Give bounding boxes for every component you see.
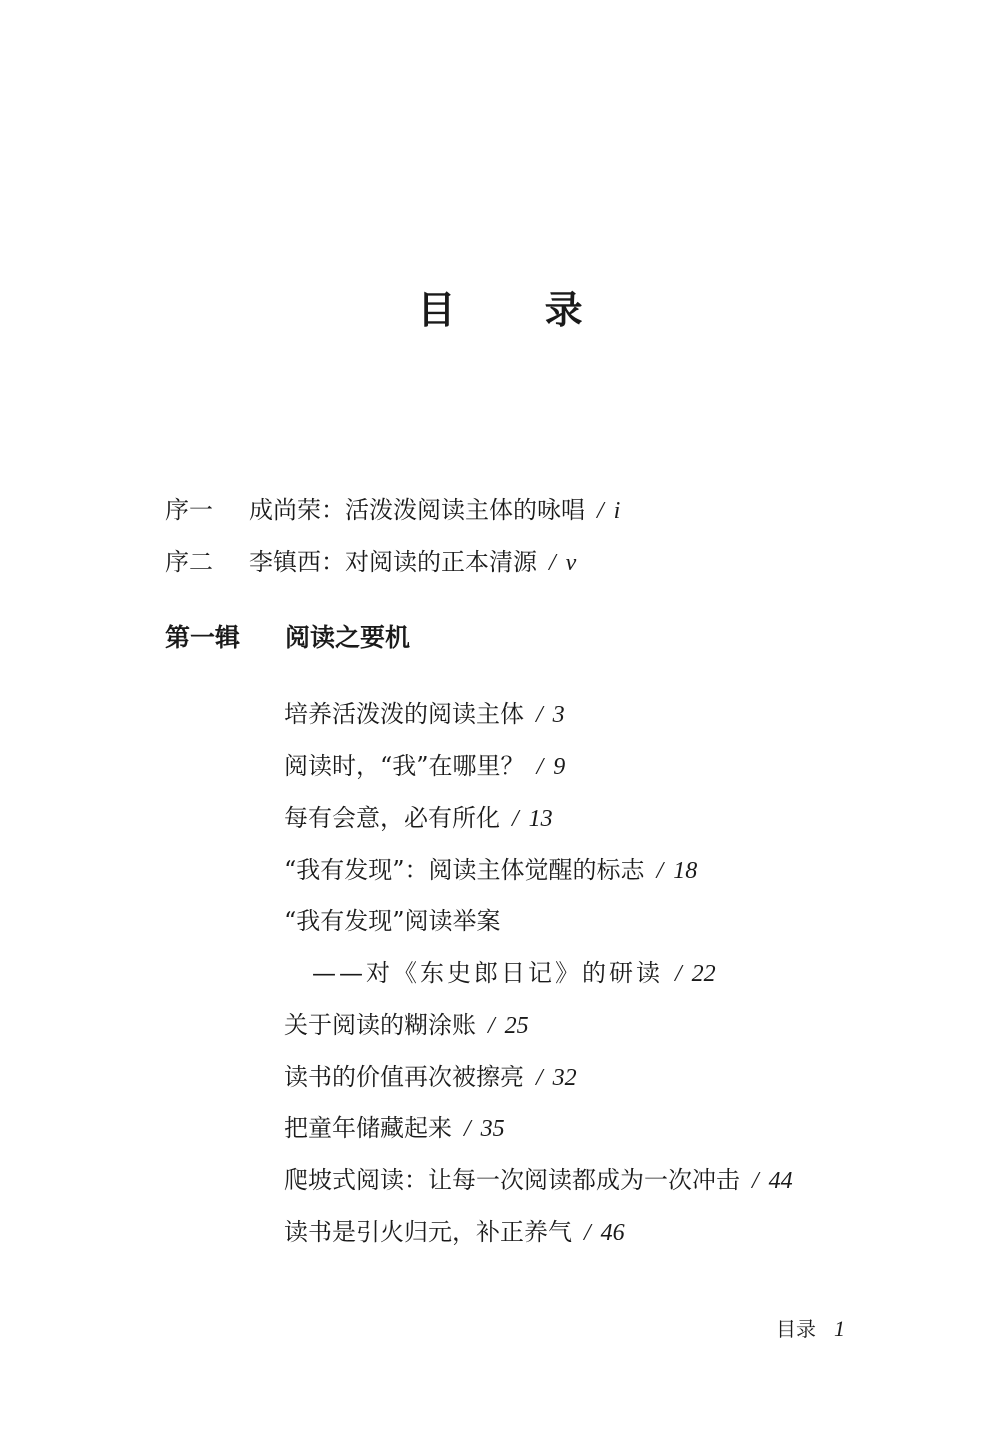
page-separator: / [536, 1065, 543, 1091]
page-number: 18 [673, 858, 698, 884]
preface-label: 序一 [165, 496, 213, 524]
entry-subtitle: ——对《东史郎日记》的研读 [312, 959, 663, 987]
footer-label: 目录 [776, 1317, 816, 1341]
toc-entry[interactable] [284, 802, 553, 835]
toc-entry[interactable] [284, 1216, 625, 1249]
page-number: 9 [553, 754, 566, 780]
page-number: 25 [504, 1013, 529, 1039]
toc-preface-2[interactable] [165, 546, 576, 579]
toc-entry[interactable] [284, 905, 501, 937]
preface-label: 序二 [165, 548, 213, 576]
section-label: 第一辑 [165, 623, 241, 652]
toc-entry[interactable] [284, 1009, 529, 1042]
footer-page-number: 1 [834, 1316, 845, 1341]
entry-title: 爬坡式阅读：让每一次阅读都成为一次冲击 [284, 1166, 740, 1194]
page-number: v [565, 550, 577, 576]
toc-entry-subtitle[interactable] [312, 957, 716, 990]
toc-entry[interactable] [284, 854, 697, 887]
page-separator: / [536, 754, 544, 780]
entry-title: 读书是引火归元，补正养气 [284, 1218, 572, 1246]
toc-entry[interactable] [284, 698, 565, 731]
page-separator: / [752, 1168, 759, 1194]
page-number: 3 [552, 702, 565, 728]
page-separator: / [597, 498, 604, 524]
entry-title: 把童年储藏起来 [284, 1114, 452, 1142]
preface-title: 李镇西：对阅读的正本清源 [249, 548, 537, 576]
page-separator: / [656, 858, 664, 884]
entry-title: 阅读时，“我”在哪里？ [284, 752, 525, 780]
page-number: 44 [768, 1168, 793, 1194]
toc-entry[interactable] [284, 1164, 793, 1197]
page-number: 13 [528, 806, 553, 832]
page-number: 35 [480, 1116, 505, 1142]
entry-title: “我有发现”：阅读主体觉醒的标志 [284, 856, 645, 884]
page-separator: / [675, 961, 682, 987]
section-title: 阅读之要机 [285, 623, 411, 652]
page-separator: / [512, 806, 519, 832]
toc-preface-1[interactable] [165, 494, 620, 527]
toc-entry[interactable] [284, 1061, 577, 1094]
entry-title: 关于阅读的糊涂账 [284, 1011, 476, 1039]
entry-title: 读书的价值再次被擦亮 [284, 1063, 524, 1091]
preface-title: 成尚荣：活泼泼阅读主体的咏唱 [249, 496, 585, 524]
page-number: 32 [552, 1065, 577, 1091]
page-separator: / [584, 1220, 591, 1246]
page-number: 46 [600, 1220, 625, 1246]
page-footer [776, 1315, 845, 1343]
page-separator: / [536, 702, 543, 728]
toc-entry[interactable] [284, 1112, 505, 1145]
toc-entry[interactable] [284, 750, 565, 783]
page-separator: / [488, 1013, 495, 1039]
page-separator: / [464, 1116, 471, 1142]
page-number: 22 [691, 961, 716, 987]
entry-title: 每有会意，必有所化 [284, 804, 500, 832]
entry-title: 培养活泼泼的阅读主体 [284, 700, 524, 728]
page-title: 目 录 [417, 288, 621, 332]
page-number: i [613, 498, 621, 524]
entry-title: “我有发现”阅读举案 [284, 907, 501, 935]
page-separator: / [549, 550, 556, 576]
section-heading[interactable] [165, 622, 410, 654]
